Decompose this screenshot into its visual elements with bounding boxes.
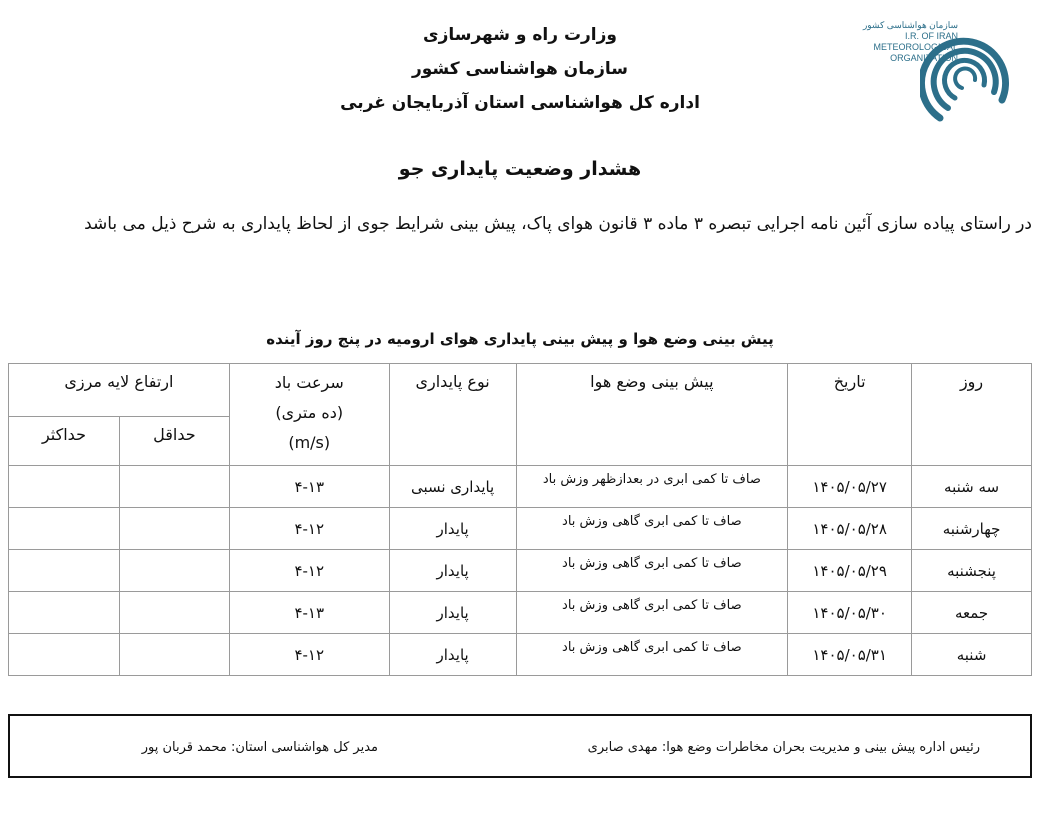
cell-forecast: صاف تا کمی ابری در بعدازظهر وزش باد (516, 466, 788, 508)
cell-min (119, 634, 229, 676)
cell-stability: پایدار (389, 508, 516, 550)
cell-stability: پایدار (389, 550, 516, 592)
cell-max (9, 550, 120, 592)
header-boundary-layer: ارتفاع لایه مرزی (9, 364, 230, 417)
logo-spiral-icon (920, 30, 1012, 130)
cell-wind: ۴-۱۲ (229, 550, 389, 592)
cell-date: ۱۴۰۵/۰۵/۲۷ (788, 466, 912, 508)
cell-wind: ۴-۱۳ (229, 592, 389, 634)
cell-date: ۱۴۰۵/۰۵/۳۰ (788, 592, 912, 634)
cell-min (119, 550, 229, 592)
header-block (330, 18, 710, 120)
header-forecast: پیش بینی وضع هوا (516, 364, 788, 466)
cell-forecast: صاف تا کمی ابری گاهی وزش باد (516, 592, 788, 634)
director-general-signature: مدیر کل هواشناسی استان: محمد قربان پور (141, 740, 378, 755)
cell-day: چهارشنبه (912, 508, 1032, 550)
meteorological-organization-logo (858, 16, 1018, 131)
cell-max (9, 634, 120, 676)
organization-name: سازمان هواشناسی کشور (411, 59, 628, 79)
cell-day: پنجشنبه (912, 550, 1032, 592)
cell-day: جمعه (912, 592, 1032, 634)
header-stability: نوع پایداری (389, 364, 516, 466)
table-row (9, 634, 1032, 676)
forecast-table (8, 363, 1032, 676)
table-title: پیش بینی وضع هوا و پیش بینی پایداری هوای ارومیه در پنج روز آینده (266, 330, 774, 348)
header-wind-speed: سرعت باد (ده متری) (m/s) (229, 364, 389, 466)
cell-day: سه شنبه (912, 466, 1032, 508)
cell-forecast: صاف تا کمی ابری گاهی وزش باد (516, 508, 788, 550)
cell-max (9, 466, 120, 508)
department-name: اداره کل هواشناسی استان آذربایجان غربی (340, 93, 700, 113)
signature-box (8, 714, 1032, 778)
cell-min (119, 466, 229, 508)
cell-stability: پایداری نسبی (389, 466, 516, 508)
table-row (9, 466, 1032, 508)
cell-date: ۱۴۰۵/۰۵/۲۹ (788, 550, 912, 592)
logo-text: سازمان هواشناسی کشور I.R. OF IRAN METEOROLOGICAL ORGANIZATION (862, 20, 958, 63)
cell-date: ۱۴۰۵/۰۵/۲۸ (788, 508, 912, 550)
cell-forecast: صاف تا کمی ابری گاهی وزش باد (516, 550, 788, 592)
header-day: روز (912, 364, 1032, 466)
header-date: تاریخ (788, 364, 912, 466)
cell-date: ۱۴۰۵/۰۵/۳۱ (788, 634, 912, 676)
ministry-name: وزارت راه و شهرسازی (422, 25, 617, 45)
alert-title: هشدار وضعیت پایداری جو (398, 158, 642, 180)
table-row (9, 550, 1032, 592)
header-min: حداقل (119, 417, 229, 466)
cell-day: شنبه (912, 634, 1032, 676)
cell-max (9, 592, 120, 634)
forecast-head-signature: رئیس اداره پیش بینی و مدیریت بحران مخاطرات وضع هوا: مهدی صابری (587, 740, 980, 755)
header-max: حداکثر (9, 417, 120, 466)
table-row (9, 508, 1032, 550)
cell-stability: پایدار (389, 592, 516, 634)
table-header-row (9, 364, 1032, 417)
cell-stability: پایدار (389, 634, 516, 676)
cell-max (9, 508, 120, 550)
cell-wind: ۴-۱۲ (229, 508, 389, 550)
cell-wind: ۴-۱۳ (229, 466, 389, 508)
cell-min (119, 508, 229, 550)
cell-min (119, 592, 229, 634)
cell-forecast: صاف تا کمی ابری گاهی وزش باد (516, 634, 788, 676)
table-row (9, 592, 1032, 634)
cell-wind: ۴-۱۲ (229, 634, 389, 676)
intro-paragraph: در راستای پیاده سازی آئین نامه اجرایی تبصره ۳ ماده ۳ قانون هوای پاک، پیش بینی شرایط جوی از لحاظ پایداری به شرح ذیل می باشد (84, 214, 1032, 234)
